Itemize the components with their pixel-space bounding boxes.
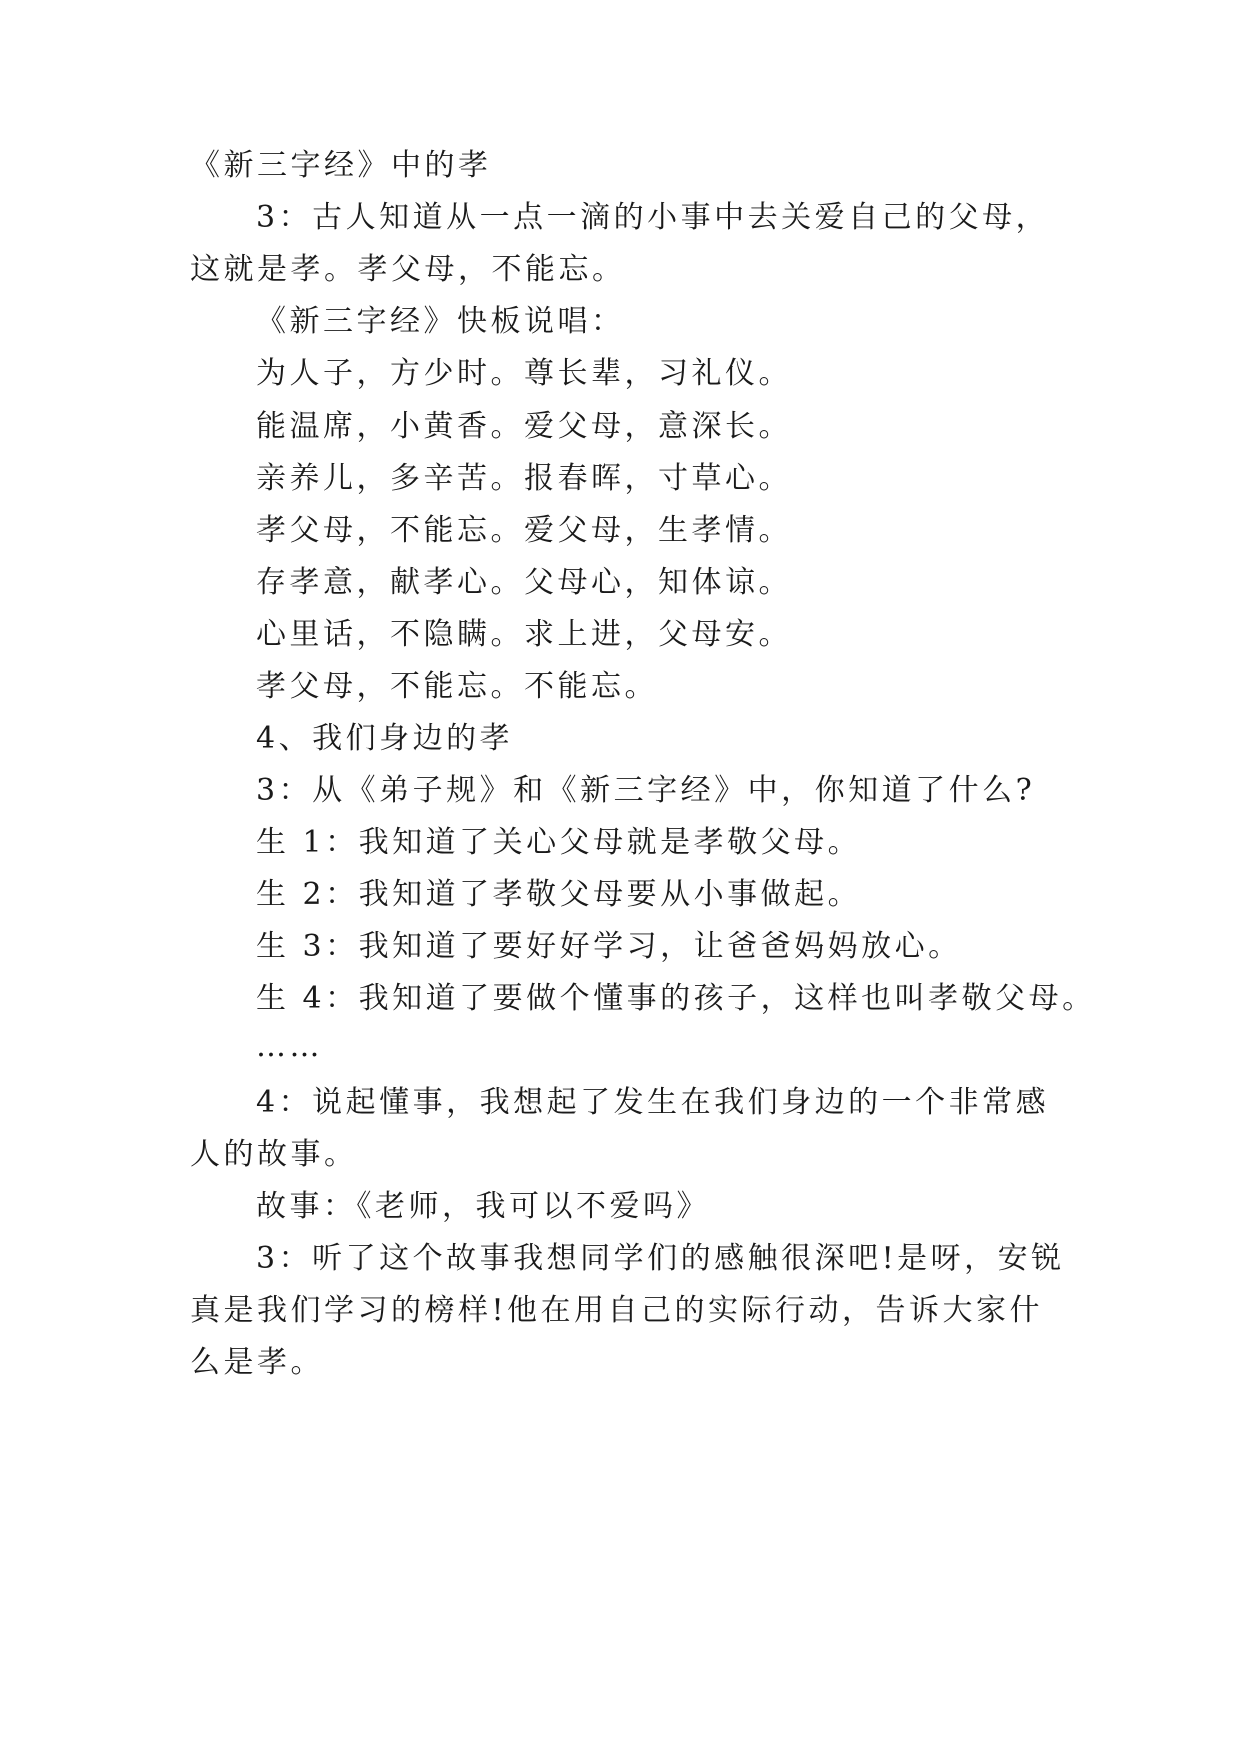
paragraph-line: 这就是孝。孝父母，不能忘。 xyxy=(190,252,626,287)
clapper-talk-heading: 《新三字经》快板说唱： xyxy=(256,304,625,339)
verse-line: 孝父母，不能忘。爱父母，生孝情。 xyxy=(256,513,792,548)
verse-line: 心里话，不隐瞒。求上进，父母安。 xyxy=(256,617,792,652)
verse-line: 能温席，小黄香。爱父母，意深长。 xyxy=(256,409,792,444)
paragraph-line: 么是孝。 xyxy=(190,1345,324,1380)
section-heading-filial-piety-around-us: 4、我们身边的孝 xyxy=(256,721,514,756)
section-heading-new-three-character-classic: 《新三字经》中的孝 xyxy=(190,148,492,183)
paragraph-line: 3：听了这个故事我想同学们的感触很深吧!是呀，安锐 xyxy=(256,1241,1065,1276)
student-answer-line: 生 4：我知道了要做个懂事的孩子，这样也叫孝敬父母。 xyxy=(256,981,1096,1016)
verse-line: 为人子，方少时。尊长辈，习礼仪。 xyxy=(256,356,792,391)
verse-line: 亲养儿，多辛苦。报春晖，寸草心。 xyxy=(256,461,792,496)
student-answer-line: 生 2：我知道了孝敬父母要从小事做起。 xyxy=(256,877,862,912)
paragraph-line: 真是我们学习的榜样!他在用自己的实际行动，告诉大家什 xyxy=(190,1293,1044,1328)
paragraph-line: 3：从《弟子规》和《新三字经》中，你知道了什么? xyxy=(256,773,1036,808)
ellipsis-line: …… xyxy=(256,1029,323,1064)
paragraph-line: 人的故事。 xyxy=(190,1137,358,1172)
paragraph-line: 3：古人知道从一点一滴的小事中去关爱自己的父母， xyxy=(256,200,1050,235)
story-title-line: 故事：《老师，我可以不爱吗》 xyxy=(256,1189,710,1224)
student-answer-line: 生 3：我知道了要好好学习，让爸爸妈妈放心。 xyxy=(256,929,962,964)
paragraph-line: 4：说起懂事，我想起了发生在我们身边的一个非常感 xyxy=(256,1085,1050,1120)
verse-line: 孝父母，不能忘。不能忘。 xyxy=(256,669,658,704)
student-answer-line: 生 1：我知道了关心父母就是孝敬父母。 xyxy=(256,825,862,860)
verse-line: 存孝意，献孝心。父母心，知体谅。 xyxy=(256,565,792,600)
